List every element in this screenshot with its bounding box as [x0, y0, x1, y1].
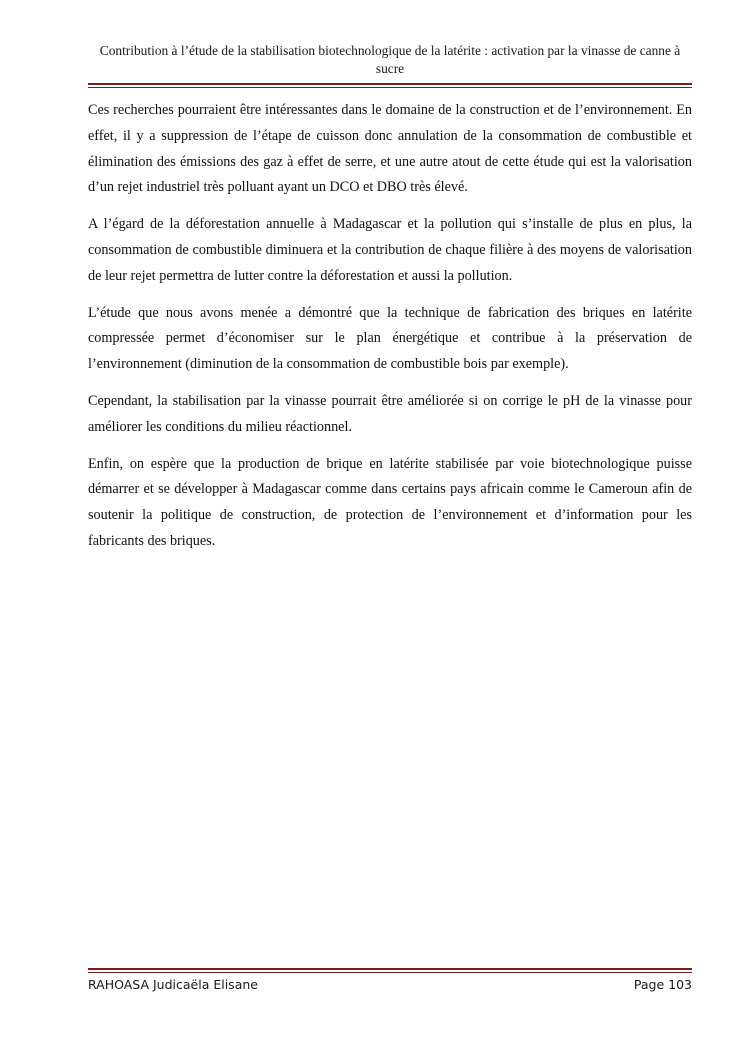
- footer-divider: [88, 968, 692, 970]
- page-header-title: Contribution à l’étude de la stabilisation biotechnologique de la latérite : activation par la vinasse de canne à sucre: [99, 43, 681, 76]
- footer-divider-thin: [88, 972, 692, 973]
- paragraph-2: A l’égard de la déforestation annuelle à Madagascar et la pollution qui s’installe de plus en plus, la consommation de combustible diminuera et la contribution de chaque filière à des moyens de valorisation de leur rejet permettra de lutter contre la déforestation et aussi la pollution.: [88, 216, 692, 284]
- paragraph-3: L’étude que nous avons menée a démontré que la technique de fabrication des briques en latérite compressée permet d’économiser sur le plan énergétique et contribue à la préservation de l’environnement (diminution de la consommation de combustible bois par exemple).: [88, 304, 692, 373]
- paragraph-5: Enfin, on espère que la production de brique en latérite stabilisée par voie biotechnologique puisse démarrer et se développer à Madagascar comme dans certains pays africain comme le Cameroun afin de soutenir la politique de construction, de protection de l’environnement et d’information pour les fabricants des briques.: [88, 455, 692, 549]
- header-divider: [88, 83, 692, 85]
- paragraph-1: Ces recherches pourraient être intéressantes dans le domaine de la construction et de l’environnement. En effet, il y a suppression de l’étape de cuisson donc annulation de la consommation de combustible et élimination des émissions des gaz à effet de serre, et une autre atout de cette étude qui est la valorisation d’un rejet industriel très polluant ayant un DCO et DBO très élevé.: [88, 102, 692, 196]
- header-divider-thin: [88, 87, 692, 88]
- footer-page-number: Page 103: [633, 977, 692, 992]
- paragraph-4: Cependant, la stabilisation par la vinasse pourrait être améliorée si on corrige le pH de la vinasse pour améliorer les conditions du milieu réactionnel.: [88, 392, 692, 435]
- footer-author: RAHOASA Judicaëla Elisane: [88, 977, 258, 992]
- main-body: [88, 98, 692, 566]
